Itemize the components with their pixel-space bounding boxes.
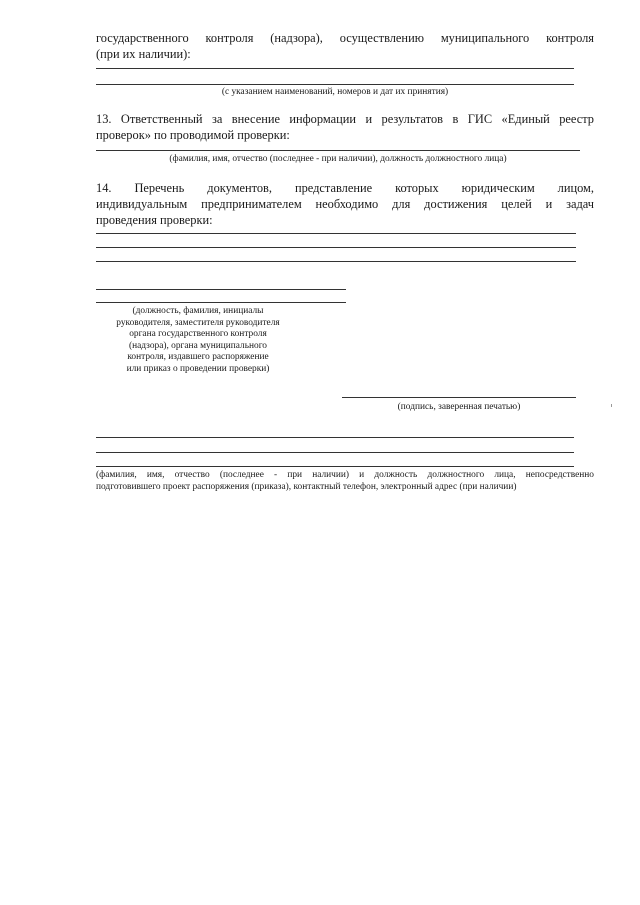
fill-line xyxy=(96,302,346,303)
signature-caption: (подпись, заверенная печатью) xyxy=(397,402,521,412)
section13-line1: 13. Ответственный за внесение информации и результатов в ГИС «Единый реестр xyxy=(96,112,594,126)
fill-line xyxy=(96,452,574,453)
signatory-caption-line: органа государственного контроля xyxy=(129,329,267,340)
fill-line xyxy=(96,437,574,438)
fill-line xyxy=(96,247,576,248)
signatory-caption-line: (должность, фамилия, инициалы xyxy=(132,306,264,316)
section13-line2: проверок» по проводимой проверки: xyxy=(96,128,290,142)
fill-line xyxy=(96,466,574,467)
section12-caption: (с указанием наименований, номеров и дат их принятия) xyxy=(221,87,449,97)
signatory-caption xyxy=(94,306,302,376)
preparer-caption-line2: подготовившего проект распоряжения (приказа), контактный телефон, электронный адрес (при наличии) xyxy=(96,482,517,492)
section12-line2: (при их наличии): xyxy=(96,47,191,61)
fill-line xyxy=(96,233,576,234)
section14-line2: индивидуальным предпринимателем необходимо для достижения целей и задач xyxy=(96,197,594,211)
fill-line xyxy=(96,261,576,262)
scan-mark xyxy=(611,404,612,407)
fill-line xyxy=(96,150,580,151)
signatory-caption-line: или приказ о проведении проверки) xyxy=(126,363,270,374)
section12-line1: государственного контроля (надзора), осуществлению муниципального контроля xyxy=(96,31,594,45)
fill-line xyxy=(96,68,574,69)
signatory-caption-line: контроля, издавшего распоряжение xyxy=(127,352,269,363)
section14-line1: 14. Перечень документов, представление которых юридическим лицом, xyxy=(96,181,594,195)
fill-line xyxy=(96,84,574,85)
preparer-caption-line1: (фамилия, имя, отчество (последнее - при наличии) и должность должностного лица, непосредственно xyxy=(96,470,594,480)
section13-caption: (фамилия, имя, отчество (последнее - при наличии), должность должностного лица) xyxy=(169,154,507,164)
fill-line xyxy=(96,289,346,290)
signature-line xyxy=(342,397,576,398)
signatory-caption-line: (надзора), органа муниципального xyxy=(129,340,267,351)
signatory-caption-line: руководителя, заместителя руководителя xyxy=(116,317,280,328)
section14-line3: проведения проверки: xyxy=(96,213,213,227)
